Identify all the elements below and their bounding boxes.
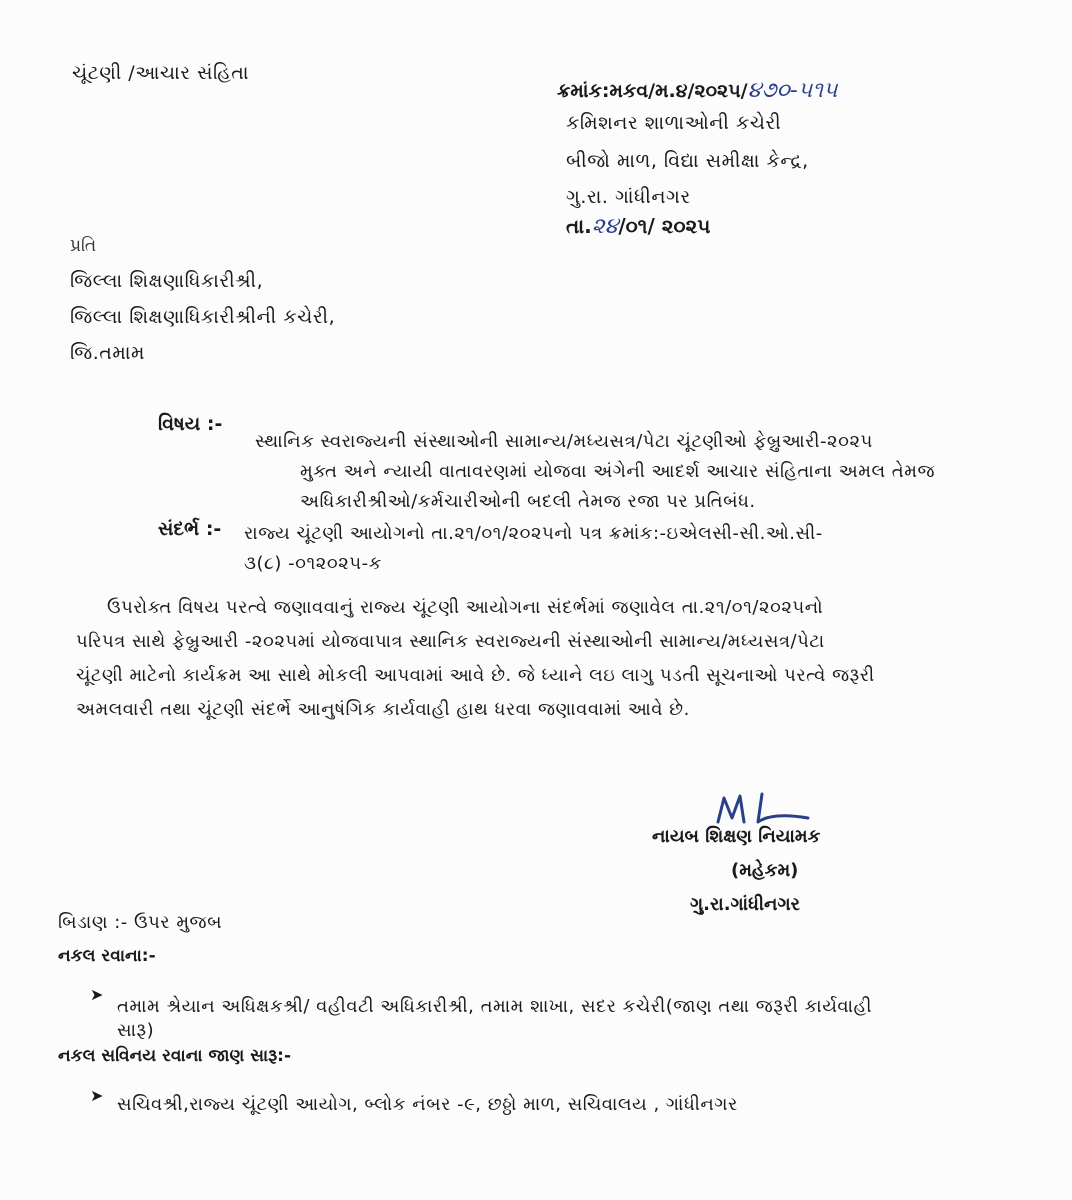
copy-polite-item: સચિવશ્રી,રાજ્ય ચૂંટણી આયોગ, બ્લોક નંબર -૯, છઠ્ઠો માળ, સચિવાલય , ગાંધીનગર (117, 1094, 738, 1115)
recipient-line: જિલ્લા શિક્ષણાધિકારીશ્રી, (70, 270, 264, 292)
body-line: ચૂંટણી માટેનો કાર્યક્રમ આ સાથે મોકલી આપવામાં આવે છે. જે ધ્યાને લઇ લાગુ પડતી સૂચનાઓ પરત્વે જરૂરી (76, 665, 875, 686)
subject-line: અધિકારીશ્રીઓ/કર્મચારીઓની બદલી તેમજ રજા પર પ્રતિબંધ. (300, 491, 756, 512)
office-line: કમિશનર શાળાઓની કચેરી (566, 112, 782, 134)
body-line: અમલવારી તથા ચૂંટણી સંદર્ભે આનુષંગિક કાર્યવાહી હાથ ધરવા જણાવવામાં આવે છે. (76, 699, 690, 720)
subject-line: સ્થાનિક સ્વરાજ્યની સંસ્થાઓની સામાન્ય/મધ્યસત્ર/પેટા ચૂંટણીઓ ફેબ્રુઆરી-૨૦૨૫ (255, 431, 873, 452)
body-line: પરિપત્ર સાથે ફેબ્રુઆરી -૨૦૨૫માં યોજવાપાત્ર સ્થાનિક સ્વરાજ્યની સંસ્થાઓની સામાન્ય/મધ્યસત્ર/પેટા (76, 631, 825, 652)
reference-number-label: ક્રમાંક:મકવ/મ.૪/૨૦૨૫/ (557, 80, 748, 102)
recipient-line: જિલ્લા શિક્ષણાધિકારીશ્રીની કચેરી, (70, 306, 336, 328)
recipient-prati: પ્રતિ (70, 236, 97, 256)
subject-line: મુક્ત અને ન્યાયી વાતાવરણમાં યોજવા અંગેની આદર્શ આચાર સંહિતાના અમલ તેમજ (300, 461, 935, 482)
office-line: ગુ.રા. ગાંધીનગર (566, 186, 691, 208)
reference-line: રાજ્ય ચૂંટણી આયોગનો તા.૨૧/૦૧/૨૦૨૫નો પત્ર ક્રમાંક:-ઇએલસી-સી.ઓ.સી- (244, 523, 823, 544)
recipient-line: જિ.તમામ (70, 342, 145, 364)
copy-to-heading: નકલ રવાના:- (58, 946, 156, 966)
date-rest: /૦૧/ ૨૦૨૫ (618, 214, 711, 238)
reference-number-handwritten: ૪૭૦-૫૧૫ (747, 78, 838, 103)
reference-label: સંદર્ભ :- (158, 518, 222, 540)
date-day-handwritten: ૨૪ (591, 214, 619, 239)
reference-number (557, 78, 837, 103)
signatory-department: (મહેકમ) (731, 860, 799, 881)
reference-line: ૩(૮) -૦૧૨૦૨૫-ક (244, 553, 382, 574)
signatory-designation: નાયબ શિક્ષણ નિયામક (652, 826, 821, 847)
letter-date (566, 214, 710, 239)
copy-to-bullet: ➤ (90, 985, 104, 1004)
letter-category: ચૂંટણી /આચાર સંહિતા (72, 62, 250, 84)
subject-label: વિષય :- (158, 413, 223, 435)
office-line: બીજો માળ, વિદ્યા સમીક્ષા કેન્દ્ર, (566, 150, 809, 172)
copy-to-item: તમામ શ્રેયાન અધિક્ષકશ્રી/ વહીવટી અધિકારીશ્રી, તમામ શાખા, સદર કચેરી(જાણ તથા જરૂરી કાર્યવાહી (117, 996, 873, 1017)
copy-polite-heading: નકલ સવિનય રવાના જાણ સારૂ:- (58, 1046, 292, 1066)
enclosure-text: બિડાણ :- ઉપર મુજબ (58, 912, 223, 933)
body-line: ઉપરોક્ત વિષય પરત્વે જણાવવાનું રાજ્ય ચૂંટણી આયોગના સંદર્ભમાં જણાવેલ તા.૨૧/૦૧/૨૦૨૫નો (107, 597, 824, 618)
copy-to-item: સારૂ) (117, 1020, 155, 1041)
copy-polite-bullet: ➤ (90, 1086, 104, 1105)
date-prefix: તા. (566, 214, 592, 238)
signatory-place: ગુ.રા.ગાંધીનગર (690, 894, 800, 915)
